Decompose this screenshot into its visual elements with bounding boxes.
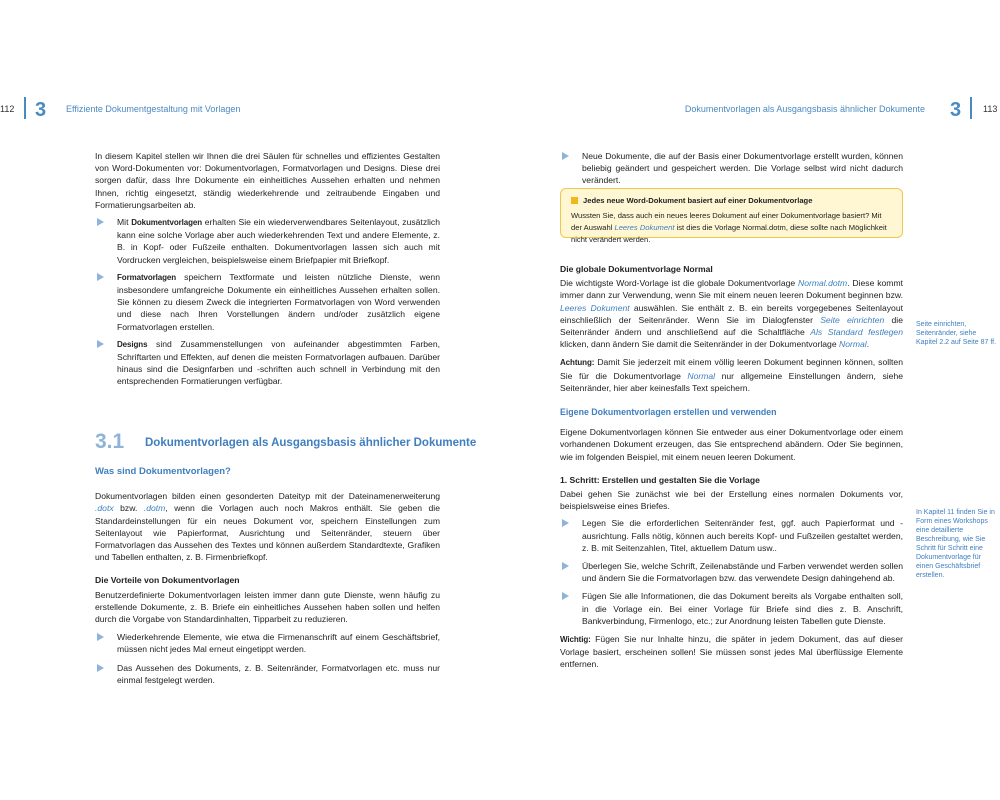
bullet-triangle-icon bbox=[562, 152, 569, 160]
info-square-icon bbox=[571, 197, 578, 204]
paragraph: Dokumentvorlagen bilden einen gesonderten Dateityp mit der Dateinamenerweiterung .dotx bzw. .dotm, wenn die Vorlagen auch noch Makros enthält. Sie geben die Standardeinstellungen für ein neues Dokument vor, speichern Einstellungen zum Seitenlayout wie Papierformat, Ausrichtung und Seitenränder, steuern über Formatvorlagen das Aussehen des Textes und können außerdem Standardtexte, Grafiken und Tabellen enthalten, z. B. Firmenbriefkopf. bbox=[95, 491, 440, 563]
bullet-triangle-icon bbox=[97, 340, 104, 348]
list-item: Neue Dokumente, die auf der Basis einer Dokumentvorlage erstellt wurden, können beliebig geändert und gespeichert werden. Die Vorlage selbst wird nicht dadurch verändert. bbox=[560, 150, 903, 187]
margin-note: Seite einrichten, Seitenränder, siehe Kapitel 2.2 auf Seite 87 ff. bbox=[916, 321, 997, 346]
list-item: Wiederkehrende Elemente, wie etwa die Firmenanschrift auf einem Geschäftsbrief, müssen nicht jedes Mal erneut eingetippt werden. bbox=[95, 631, 440, 655]
list-item: Designs sind Zusammenstellungen von aufeinander abgestimmten Farben, Schriftarten und Effekten, auf denen die meisten Formatvorlagen aufbauen. Darüber hinaus sind die Designfarben und -schriften auch schnell in Verbindung mit den entsprechenden Formatierungen verfügbar. bbox=[95, 338, 440, 388]
list-item: Fügen Sie alle Informationen, die das Dokument bereits als Vorgabe enthalten soll, in die Vorlage ein. Bei einer Vorlage für Briefe sind dies z. B. Anschrift, Bankverbindung, Firmenlogo, etc.; zur Anordnung leisten Tabellen gute Dienste. bbox=[560, 590, 903, 627]
margin-note: In Kapitel 11 finden Sie in Form eines Workshops eine detaillierte Beschreibung, wie Sie Schritt für Schritt eine Dokumentvorlage für einen Geschäftsbrief erstellen. bbox=[916, 509, 995, 579]
right-column bbox=[560, 150, 903, 187]
section-number: 3.1 bbox=[95, 430, 125, 453]
list-item: Das Aussehen des Dokuments, z. B. Seitenränder, Formatvorlagen etc. muss nur einmal festgelegt werden. bbox=[95, 662, 440, 686]
bullet-triangle-icon bbox=[562, 562, 569, 570]
left-column-section bbox=[95, 466, 440, 686]
info-box-text: Wussten Sie, dass auch ein neues leeres Dokument auf einer Dokumentvorlage basiert? Mit der Auswahl Leeres Dokument ist dies die Vorlage Normal.dotm, diese sollte nach Möglichkeit nicht verändert werden. bbox=[571, 211, 887, 244]
left-running-title: Effiziente Dokumentgestaltung mit Vorlagen bbox=[66, 104, 241, 114]
section-title: Dokumentvorlagen als Ausgangsbasis ähnlicher Dokumente bbox=[145, 437, 477, 449]
header-divider bbox=[24, 97, 26, 119]
subheading: Was sind Dokumentvorlagen? bbox=[95, 466, 231, 477]
attention-paragraph: Achtung: Damit Sie jederzeit mit einem völlig leeren Dokument beginnen können, sollten Sie für die Dokumentvorlage Normal nur allgemeine Einstellungen ändern, siehe Seitenränder, hier aber keinesfalls Text speichern. bbox=[560, 357, 904, 393]
bullet-triangle-icon bbox=[97, 273, 104, 281]
paragraph: Benutzerdefinierte Dokumentvorlagen leisten immer dann gute Dienste, wenn häufig zu erstellende Dokumente, z. B. Briefe ein einheitliches Aussehen haben sollen und helfen durch die Vorgabe von Standardinhalten, Tipparbeit zu reduzieren. bbox=[95, 589, 440, 625]
header-divider bbox=[970, 97, 972, 119]
important-paragraph: Wichtig: Fügen Sie nur Inhalte hinzu, die später in jedem Dokument, das auf dieser Vorlage basiert, erscheinen sollen! Sie müssen sonst jedes Mal überflüssige Elemente entfernen. bbox=[560, 634, 903, 670]
list-item: Überlegen Sie, welche Schrift, Zeilenabstände und Farben verwendet werden sollen und ändern Sie die Formatvorlagen bzw. das verwendete Design dahingehend ab. bbox=[560, 560, 903, 584]
right-column-main bbox=[560, 263, 903, 671]
right-page-number: 113 bbox=[983, 104, 998, 114]
subheading: Eigene Dokumentvorlagen erstellen und verwenden bbox=[560, 407, 777, 418]
list-item: Formatvorlagen speichern Textformate und leisten nützliche Dienste, wenn insbesondere umfangreiche Dokumente ein einheitliches Aussehen erhalten sollen. Sie können zu diesem Zweck die integrierten Formatvorlagen von Word verwenden und diese nach Ihren Vorstellungen ändern und/oder zusätzlich eigene Formatvorlagen erstellen. bbox=[95, 271, 440, 333]
right-running-title: Dokumentvorlagen als Ausgangsbasis ähnlicher Dokumente bbox=[684, 104, 925, 114]
intro-paragraph: In diesem Kapitel stellen wir Ihnen die drei Säulen für schnelles und effizientes Gestalten von Word-Dokumenten vor: Dokumentvorlagen, Formatvorlagen und Designs. Diese drei sorgen dafür, dass Ihre Dokumente ein einheitliches Aussehen erhalten und nehmen Ihnen, richtig eingesetzt, ständig wiederkehrende und zeitraubende Eingaben und Formatierungsarbeiten ab. bbox=[95, 151, 440, 210]
bullet-triangle-icon bbox=[97, 633, 104, 641]
bullet-triangle-icon bbox=[97, 218, 104, 226]
info-box bbox=[560, 188, 903, 244]
bullet-triangle-icon bbox=[97, 664, 104, 672]
left-column bbox=[95, 150, 440, 388]
subheading: Die Vorteile von Dokumentvorlagen bbox=[95, 575, 240, 586]
subheading: Die globale Dokumentvorlage Normal bbox=[560, 264, 713, 274]
left-page-number: 112 bbox=[0, 104, 15, 114]
list-item: Legen Sie die erforderlichen Seitenränder fest, ggf. auch Papierformat und -ausrichtung. Falls nötig, können auch bereits Kopf- und Fußzeilen gestaltet werden, z. B. mit Seitenzahlen, Titel, aktuellem Datum usw.. bbox=[560, 517, 903, 554]
right-chapter-number: 3 bbox=[950, 99, 962, 121]
paragraph: Dabei gehen Sie zunächst wie bei der Erstellung eines normalen Dokuments vor, beispielsweise eines Briefes. bbox=[560, 489, 903, 512]
subheading: 1. Schritt: Erstellen und gestalten Sie die Vorlage bbox=[560, 474, 760, 485]
bullet-triangle-icon bbox=[562, 519, 569, 527]
list-item: Mit Dokumentvorlagen erhalten Sie ein wiederverwendbares Seitenlayout, zusätzlich kann eine solche Vorlage aber auch wiederkehrenden Text und andere Elemente, z. B. in Kopf- oder Fußzeile enthalten. Dokumentvorlagen lassen sich auch mit Vordrucken vergleichen, beispielsweise einem Briefpapier mit Briefkopf. bbox=[95, 216, 440, 266]
paragraph: Eigene Dokumentvorlagen können Sie entweder aus einer Dokumentvorlage oder einem vorhandenen Dokument erzeugen, das Sie entsprechend abändern. Oder Sie beginnen, wie im folgenden Beispiel, mit einem neuen leeren Dokument. bbox=[560, 427, 903, 462]
paragraph: Die wichtigste Word-Vorlage ist die globale Dokumentvorlage Normal.dotm. Diese kommt immer dann zur Verwendung, wenn Sie mit einem neuen leeren Dokument beginnen bzw. Leeres Dokument auswählen. Sie enthält z. B. ein bereits vorgegebenes Seitenlayout einschließlich der Seitenränder. Wenn Sie im Dialogfenster Seite einrichten die Seitenränder ändern und anschließend auf die Schaltfläche Als Standard festlegen klicken, dann ändern Sie damit die Seitenränder in der Dokumentvorlage Normal. bbox=[560, 278, 903, 350]
bullet-triangle-icon bbox=[562, 592, 569, 600]
info-box-title: Jedes neue Word-Dokument basiert auf einer Dokumentvorlage bbox=[571, 195, 892, 207]
left-chapter-number: 3 bbox=[35, 99, 47, 121]
